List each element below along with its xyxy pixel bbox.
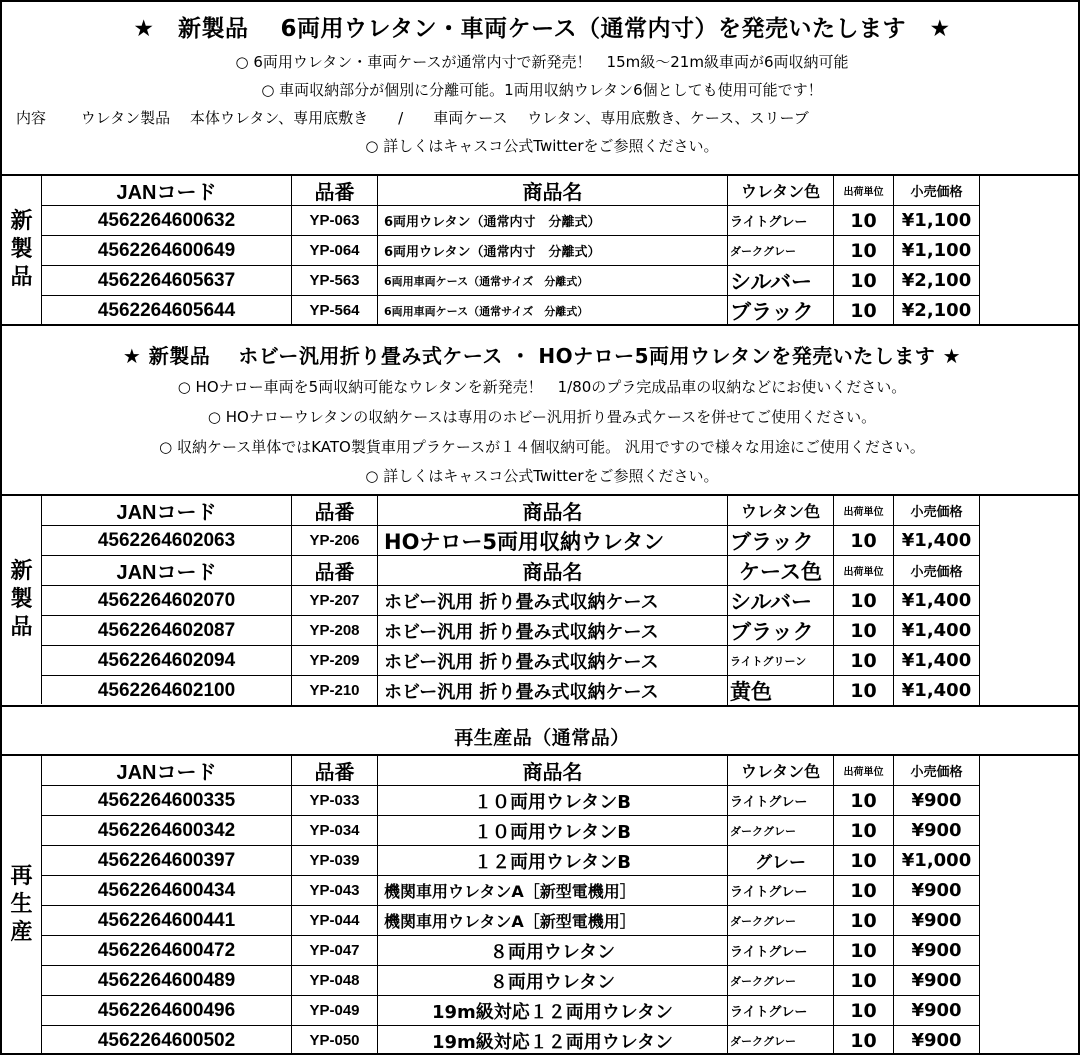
ship-unit: 10 [834,646,894,676]
product-no: YP-044 [292,906,378,936]
table-row [42,206,980,236]
table-row [42,616,980,646]
section3-side-label [2,756,42,1054]
table-row [42,996,980,1026]
product-name: 6両用ウレタン（通常内寸 分離式） [378,236,728,266]
retail-price: ¥1,000 [894,846,980,876]
header-jan: JANコード [42,496,292,526]
ship-unit: 10 [834,616,894,646]
product-no: YP-039 [292,846,378,876]
side-char: 産 [10,920,33,945]
product-name: 6両用車両ケース（通常サイズ 分離式） [378,296,728,326]
product-name: １２両用ウレタンB [378,846,728,876]
retail-price: ¥900 [894,816,980,846]
header-color: ケース色 [728,556,834,586]
section-hobby-case [2,342,1080,490]
product-color: ライトグレー [728,936,834,966]
jan-code: 4562264600649 [42,236,292,266]
product-name: ホビー汎用 折り畳み式収納ケース [378,646,728,676]
retail-price: ¥1,100 [894,236,980,266]
product-name: 6両用ウレタン（通常内寸 分離式） [378,206,728,236]
jan-code: 4562264600472 [42,936,292,966]
product-color: グレー [728,846,834,876]
product-color: ダークグレー [728,236,834,266]
product-color: ライトグレー [728,786,834,816]
retail-price: ¥900 [894,786,980,816]
header-color: ウレタン色 [728,756,834,786]
jan-code: 4562264600434 [42,876,292,906]
jan-code: 4562264600441 [42,906,292,936]
ship-unit: 10 [834,846,894,876]
jan-code: 4562264600489 [42,966,292,996]
table-row [42,586,980,616]
table-row [42,786,980,816]
product-color: 黄色 [728,676,834,706]
table-row [42,526,980,556]
jan-code: 4562264602100 [42,676,292,706]
table-header-row [42,556,980,586]
section1-line-1: ○ 6両用ウレタン・車両ケースが通常内寸で新発売！ 15m級～21m級車両が6両収納可能 [235,53,849,71]
product-color: シルバー [728,266,834,296]
retail-price: ¥900 [894,906,980,936]
side-char: 再 [10,864,33,889]
section-new-6car [2,14,1080,160]
jan-code: 4562264600632 [42,206,292,236]
table-row [42,676,980,706]
jan-code: 4562264602094 [42,646,292,676]
retail-price: ¥2,100 [894,266,980,296]
section-reproduction [2,724,1080,752]
product-color: シルバー [728,586,834,616]
retail-price: ¥900 [894,876,980,906]
product-no: YP-049 [292,996,378,1026]
product-no: YP-048 [292,966,378,996]
jan-code: 4562264602063 [42,526,292,556]
section1-line-3: 内容 ウレタン製品 本体ウレタン、専用底敷き / 車両ケース ウレタン、専用底敷き、ケース、スリーブ [16,109,809,127]
ship-unit: 10 [834,906,894,936]
header-name: 商品名 [378,756,728,786]
header-unit: 出荷単位 [834,176,894,206]
product-no: YP-050 [292,1026,378,1055]
header-price: 小売価格 [894,756,980,786]
jan-code: 4562264600397 [42,846,292,876]
header-name: 商品名 [378,176,728,206]
product-no: YP-033 [292,786,378,816]
header-unit: 出荷単位 [834,496,894,526]
section2-line-3: ○ 収納ケース単体ではKATO製貨車用プラケースが１４個収納可能。 汎用ですので様々な用途にご使用ください。 [159,438,925,456]
ship-unit: 10 [834,816,894,846]
section1-table [2,174,1080,324]
retail-price: ¥900 [894,996,980,1026]
ship-unit: 10 [834,236,894,266]
table-row [42,966,980,996]
side-char: 新 [10,209,33,234]
header-jan: JANコード [42,556,292,586]
table-row [42,296,980,326]
product-no: YP-034 [292,816,378,846]
section2-table [2,494,1080,704]
header-name: 商品名 [378,496,728,526]
side-char: 生 [10,892,33,917]
section1-title: ★ 新製品 6両用ウレタン・車両ケース（通常内寸）を発売いたします ★ [133,16,951,42]
product-color: ライトグレー [728,876,834,906]
product-name: ホビー汎用 折り畳み式収納ケース [378,586,728,616]
header-no: 品番 [292,556,378,586]
jan-code: 4562264600335 [42,786,292,816]
product-no: YP-063 [292,206,378,236]
ship-unit: 10 [834,296,894,326]
product-color: ブラック [728,526,834,556]
product-name: 機関車用ウレタンA［新型電機用］ [378,876,728,906]
product-name: 19m級対応１２両用ウレタン [378,1026,728,1055]
retail-price: ¥1,400 [894,646,980,676]
product-no: YP-564 [292,296,378,326]
ship-unit: 10 [834,1026,894,1055]
section1-line-4: ○ 詳しくはキャスコ公式Twitterをご参照ください。 [365,137,719,155]
jan-code: 4562264602070 [42,586,292,616]
table-row [42,906,980,936]
header-jan: JANコード [42,756,292,786]
ship-unit: 10 [834,586,894,616]
jan-code: 4562264605637 [42,266,292,296]
side-char: 新 [10,559,33,584]
section2-line-4: ○ 詳しくはキャスコ公式Twitterをご参照ください。 [365,467,719,485]
header-no: 品番 [292,756,378,786]
product-name: １０両用ウレタンB [378,786,728,816]
header-jan: JANコード [42,176,292,206]
table-row [42,936,980,966]
ship-unit: 10 [834,676,894,706]
product-name: ホビー汎用 折り畳み式収納ケース [378,616,728,646]
table-row [42,266,980,296]
jan-code: 4562264602087 [42,616,292,646]
ship-unit: 10 [834,996,894,1026]
retail-price: ¥1,400 [894,676,980,706]
ship-unit: 10 [834,266,894,296]
side-char: 品 [10,265,33,290]
product-no: YP-206 [292,526,378,556]
header-no: 品番 [292,496,378,526]
product-name: 19m級対応１２両用ウレタン [378,996,728,1026]
header-color: ウレタン色 [728,496,834,526]
section1-line-2: ○ 車両収納部分が個別に分離可能。1両用収納ウレタン6個としても使用可能です！ [261,81,823,99]
product-no: YP-208 [292,616,378,646]
ship-unit: 10 [834,206,894,236]
product-color: ダークグレー [728,906,834,936]
side-char: 製 [10,587,33,612]
jan-code: 4562264600502 [42,1026,292,1055]
product-no: YP-207 [292,586,378,616]
product-color: ダークグレー [728,1026,834,1055]
section3-title: 再生産品（通常品） [454,727,630,749]
section2-line-1: ○ HOナロー車両を5両収納可能なウレタンを新発売！ 1/80のプラ完成品車の収納などにお使いください。 [177,378,907,396]
section3-table [2,754,1080,1054]
product-name: ８両用ウレタン [378,966,728,996]
product-name: HOナロー5両用収納ウレタン [378,526,728,556]
table-row [42,646,980,676]
table-row [42,816,980,846]
header-name: 商品名 [378,556,728,586]
table-header-row [42,756,980,786]
header-price: 小売価格 [894,556,980,586]
section1-side-label [2,176,42,324]
product-name: １０両用ウレタンB [378,816,728,846]
retail-price: ¥900 [894,966,980,996]
table-row [42,1026,980,1055]
side-char: 製 [10,237,33,262]
product-name: ホビー汎用 折り畳み式収納ケース [378,676,728,706]
table-row [42,236,980,266]
product-color: ブラック [728,296,834,326]
product-color: ブラック [728,616,834,646]
retail-price: ¥1,100 [894,206,980,236]
retail-price: ¥1,400 [894,586,980,616]
table-header-row [42,176,980,206]
product-no: YP-047 [292,936,378,966]
product-color: ライトグレー [728,996,834,1026]
section2-title: ★ 新製品 ホビー汎用折り畳み式ケース ・ HOナロー5両用ウレタンを発売いたします ★ [122,344,962,368]
ship-unit: 10 [834,876,894,906]
product-no: YP-563 [292,266,378,296]
ship-unit: 10 [834,526,894,556]
jan-code: 4562264600496 [42,996,292,1026]
product-color: ライトグリーン [728,646,834,676]
side-char: 品 [10,615,33,640]
table-row [42,846,980,876]
header-price: 小売価格 [894,496,980,526]
product-name: 6両用車両ケース（通常サイズ 分離式） [378,266,728,296]
section2-side-label [2,496,42,704]
header-unit: 出荷単位 [834,556,894,586]
header-color: ウレタン色 [728,176,834,206]
header-no: 品番 [292,176,378,206]
product-no: YP-064 [292,236,378,266]
ship-unit: 10 [834,936,894,966]
divider [2,705,1080,707]
section2-line-2: ○ HOナローウレタンの収納ケースは専用のホビー汎用折り畳み式ケースを併せてご使用ください。 [207,408,877,426]
divider [2,324,1080,326]
table-header-row [42,496,980,526]
ship-unit: 10 [834,786,894,816]
ship-unit: 10 [834,966,894,996]
product-color: ダークグレー [728,966,834,996]
table-row [42,876,980,906]
product-color: ライトグレー [728,206,834,236]
retail-price: ¥1,400 [894,616,980,646]
jan-code: 4562264605644 [42,296,292,326]
product-no: YP-043 [292,876,378,906]
header-price: 小売価格 [894,176,980,206]
product-no: YP-209 [292,646,378,676]
product-color: ダークグレー [728,816,834,846]
header-unit: 出荷単位 [834,756,894,786]
product-no: YP-210 [292,676,378,706]
retail-price: ¥900 [894,936,980,966]
product-name: ８両用ウレタン [378,936,728,966]
retail-price: ¥2,100 [894,296,980,326]
product-name: 機関車用ウレタンA［新型電機用］ [378,906,728,936]
retail-price: ¥1,400 [894,526,980,556]
jan-code: 4562264600342 [42,816,292,846]
retail-price: ¥900 [894,1026,980,1055]
